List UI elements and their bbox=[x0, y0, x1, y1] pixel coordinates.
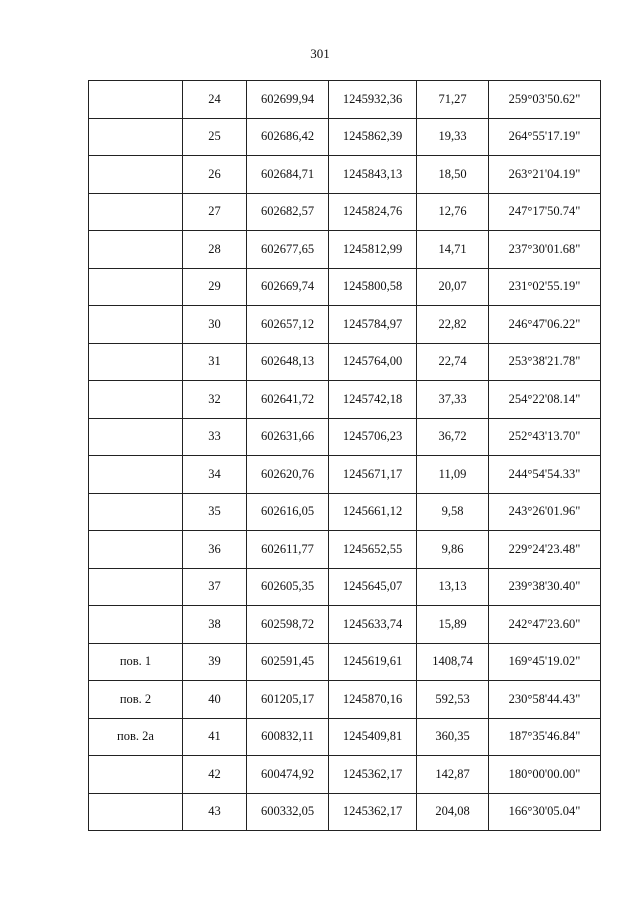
table-row bbox=[89, 418, 601, 456]
turn-point-label-cell bbox=[89, 531, 183, 569]
y-coordinate-cell: 1245362,17 bbox=[329, 793, 417, 831]
y-coordinate-cell: 1245362,17 bbox=[329, 756, 417, 794]
segment-length-cell: 11,09 bbox=[417, 456, 489, 494]
table-body bbox=[89, 81, 601, 831]
turn-point-label-cell bbox=[89, 118, 183, 156]
direction-angle-cell: 264°55'17.19" bbox=[489, 118, 601, 156]
turn-point-label-cell: пов. 1 bbox=[89, 643, 183, 681]
turn-point-label-cell bbox=[89, 156, 183, 194]
point-number-cell: 34 bbox=[183, 456, 247, 494]
segment-length-cell: 12,76 bbox=[417, 193, 489, 231]
direction-angle-cell: 253°38'21.78" bbox=[489, 343, 601, 381]
point-number-cell: 30 bbox=[183, 306, 247, 344]
direction-angle-cell: 180°00'00.00" bbox=[489, 756, 601, 794]
y-coordinate-cell: 1245742,18 bbox=[329, 381, 417, 419]
direction-angle-cell: 244°54'54.33" bbox=[489, 456, 601, 494]
segment-length-cell: 36,72 bbox=[417, 418, 489, 456]
y-coordinate-cell: 1245812,99 bbox=[329, 231, 417, 269]
x-coordinate-cell: 602591,45 bbox=[247, 643, 329, 681]
table-row bbox=[89, 381, 601, 419]
point-number-cell: 38 bbox=[183, 606, 247, 644]
y-coordinate-cell: 1245645,07 bbox=[329, 568, 417, 606]
x-coordinate-cell: 602620,76 bbox=[247, 456, 329, 494]
point-number-cell: 32 bbox=[183, 381, 247, 419]
segment-length-cell: 13,13 bbox=[417, 568, 489, 606]
x-coordinate-cell: 600832,11 bbox=[247, 718, 329, 756]
direction-angle-cell: 247°17'50.74" bbox=[489, 193, 601, 231]
turn-point-label-cell bbox=[89, 793, 183, 831]
table-row bbox=[89, 81, 601, 119]
direction-angle-cell: 239°38'30.40" bbox=[489, 568, 601, 606]
x-coordinate-cell: 602669,74 bbox=[247, 268, 329, 306]
point-number-cell: 26 bbox=[183, 156, 247, 194]
point-number-cell: 31 bbox=[183, 343, 247, 381]
y-coordinate-cell: 1245671,17 bbox=[329, 456, 417, 494]
y-coordinate-cell: 1245784,97 bbox=[329, 306, 417, 344]
table-row bbox=[89, 793, 601, 831]
turn-point-label-cell: пов. 2а bbox=[89, 718, 183, 756]
table-row bbox=[89, 268, 601, 306]
table-row bbox=[89, 531, 601, 569]
x-coordinate-cell: 602677,65 bbox=[247, 231, 329, 269]
turn-point-label-cell: пов. 2 bbox=[89, 681, 183, 719]
segment-length-cell: 19,33 bbox=[417, 118, 489, 156]
point-number-cell: 33 bbox=[183, 418, 247, 456]
table-row bbox=[89, 606, 601, 644]
segment-length-cell: 592,53 bbox=[417, 681, 489, 719]
segment-length-cell: 18,50 bbox=[417, 156, 489, 194]
x-coordinate-cell: 602598,72 bbox=[247, 606, 329, 644]
y-coordinate-cell: 1245800,58 bbox=[329, 268, 417, 306]
table-row bbox=[89, 718, 601, 756]
segment-length-cell: 9,86 bbox=[417, 531, 489, 569]
turn-point-label-cell bbox=[89, 81, 183, 119]
x-coordinate-cell: 602631,66 bbox=[247, 418, 329, 456]
segment-length-cell: 204,08 bbox=[417, 793, 489, 831]
direction-angle-cell: 263°21'04.19" bbox=[489, 156, 601, 194]
point-number-cell: 29 bbox=[183, 268, 247, 306]
turn-point-label-cell bbox=[89, 606, 183, 644]
turn-point-label-cell bbox=[89, 306, 183, 344]
point-number-cell: 39 bbox=[183, 643, 247, 681]
turn-point-label-cell bbox=[89, 343, 183, 381]
y-coordinate-cell: 1245652,55 bbox=[329, 531, 417, 569]
page-number: 301 bbox=[310, 46, 330, 61]
segment-length-cell: 142,87 bbox=[417, 756, 489, 794]
x-coordinate-cell: 602648,13 bbox=[247, 343, 329, 381]
turn-point-label-cell bbox=[89, 268, 183, 306]
segment-length-cell: 14,71 bbox=[417, 231, 489, 269]
segment-length-cell: 37,33 bbox=[417, 381, 489, 419]
y-coordinate-cell: 1245843,13 bbox=[329, 156, 417, 194]
segment-length-cell: 22,74 bbox=[417, 343, 489, 381]
x-coordinate-cell: 602611,77 bbox=[247, 531, 329, 569]
segment-length-cell: 20,07 bbox=[417, 268, 489, 306]
point-number-cell: 35 bbox=[183, 493, 247, 531]
point-number-cell: 25 bbox=[183, 118, 247, 156]
table-row bbox=[89, 193, 601, 231]
point-number-cell: 28 bbox=[183, 231, 247, 269]
point-number-cell: 43 bbox=[183, 793, 247, 831]
direction-angle-cell: 187°35'46.84" bbox=[489, 718, 601, 756]
point-number-cell: 36 bbox=[183, 531, 247, 569]
x-coordinate-cell: 602641,72 bbox=[247, 381, 329, 419]
direction-angle-cell: 231°02'55.19" bbox=[489, 268, 601, 306]
point-number-cell: 41 bbox=[183, 718, 247, 756]
direction-angle-cell: 254°22'08.14" bbox=[489, 381, 601, 419]
table-row bbox=[89, 231, 601, 269]
y-coordinate-cell: 1245824,76 bbox=[329, 193, 417, 231]
y-coordinate-cell: 1245870,16 bbox=[329, 681, 417, 719]
direction-angle-cell: 166°30'05.04" bbox=[489, 793, 601, 831]
x-coordinate-cell: 602616,05 bbox=[247, 493, 329, 531]
table-row bbox=[89, 568, 601, 606]
direction-angle-cell: 169°45'19.02" bbox=[489, 643, 601, 681]
point-number-cell: 27 bbox=[183, 193, 247, 231]
y-coordinate-cell: 1245706,23 bbox=[329, 418, 417, 456]
segment-length-cell: 15,89 bbox=[417, 606, 489, 644]
point-number-cell: 24 bbox=[183, 81, 247, 119]
point-number-cell: 42 bbox=[183, 756, 247, 794]
turn-point-label-cell bbox=[89, 456, 183, 494]
y-coordinate-cell: 1245619,61 bbox=[329, 643, 417, 681]
turn-point-label-cell bbox=[89, 756, 183, 794]
direction-angle-cell: 252°43'13.70" bbox=[489, 418, 601, 456]
segment-length-cell: 1408,74 bbox=[417, 643, 489, 681]
x-coordinate-cell: 601205,17 bbox=[247, 681, 329, 719]
direction-angle-cell: 246°47'06.22" bbox=[489, 306, 601, 344]
y-coordinate-cell: 1245862,39 bbox=[329, 118, 417, 156]
direction-angle-cell: 237°30'01.68" bbox=[489, 231, 601, 269]
x-coordinate-cell: 602686,42 bbox=[247, 118, 329, 156]
x-coordinate-cell: 602682,57 bbox=[247, 193, 329, 231]
segment-length-cell: 360,35 bbox=[417, 718, 489, 756]
table-row bbox=[89, 493, 601, 531]
x-coordinate-cell: 602605,35 bbox=[247, 568, 329, 606]
direction-angle-cell: 229°24'23.48" bbox=[489, 531, 601, 569]
direction-angle-cell: 230°58'44.43" bbox=[489, 681, 601, 719]
turn-point-label-cell bbox=[89, 493, 183, 531]
turn-point-label-cell bbox=[89, 568, 183, 606]
turn-point-label-cell bbox=[89, 193, 183, 231]
table-row bbox=[89, 756, 601, 794]
y-coordinate-cell: 1245932,36 bbox=[329, 81, 417, 119]
direction-angle-cell: 242°47'23.60" bbox=[489, 606, 601, 644]
point-number-cell: 40 bbox=[183, 681, 247, 719]
turn-point-label-cell bbox=[89, 418, 183, 456]
x-coordinate-cell: 602684,71 bbox=[247, 156, 329, 194]
y-coordinate-cell: 1245764,00 bbox=[329, 343, 417, 381]
turn-point-label-cell bbox=[89, 231, 183, 269]
coordinates-table bbox=[88, 80, 601, 831]
turn-point-label-cell bbox=[89, 381, 183, 419]
y-coordinate-cell: 1245661,12 bbox=[329, 493, 417, 531]
table-row bbox=[89, 156, 601, 194]
segment-length-cell: 9,58 bbox=[417, 493, 489, 531]
table-row bbox=[89, 306, 601, 344]
x-coordinate-cell: 600332,05 bbox=[247, 793, 329, 831]
segment-length-cell: 22,82 bbox=[417, 306, 489, 344]
table-row bbox=[89, 681, 601, 719]
x-coordinate-cell: 602699,94 bbox=[247, 81, 329, 119]
segment-length-cell: 71,27 bbox=[417, 81, 489, 119]
direction-angle-cell: 243°26'01.96" bbox=[489, 493, 601, 531]
x-coordinate-cell: 602657,12 bbox=[247, 306, 329, 344]
y-coordinate-cell: 1245633,74 bbox=[329, 606, 417, 644]
table-row bbox=[89, 643, 601, 681]
table-row bbox=[89, 456, 601, 494]
table-row bbox=[89, 118, 601, 156]
point-number-cell: 37 bbox=[183, 568, 247, 606]
x-coordinate-cell: 600474,92 bbox=[247, 756, 329, 794]
y-coordinate-cell: 1245409,81 bbox=[329, 718, 417, 756]
direction-angle-cell: 259°03'50.62" bbox=[489, 81, 601, 119]
table-row bbox=[89, 343, 601, 381]
